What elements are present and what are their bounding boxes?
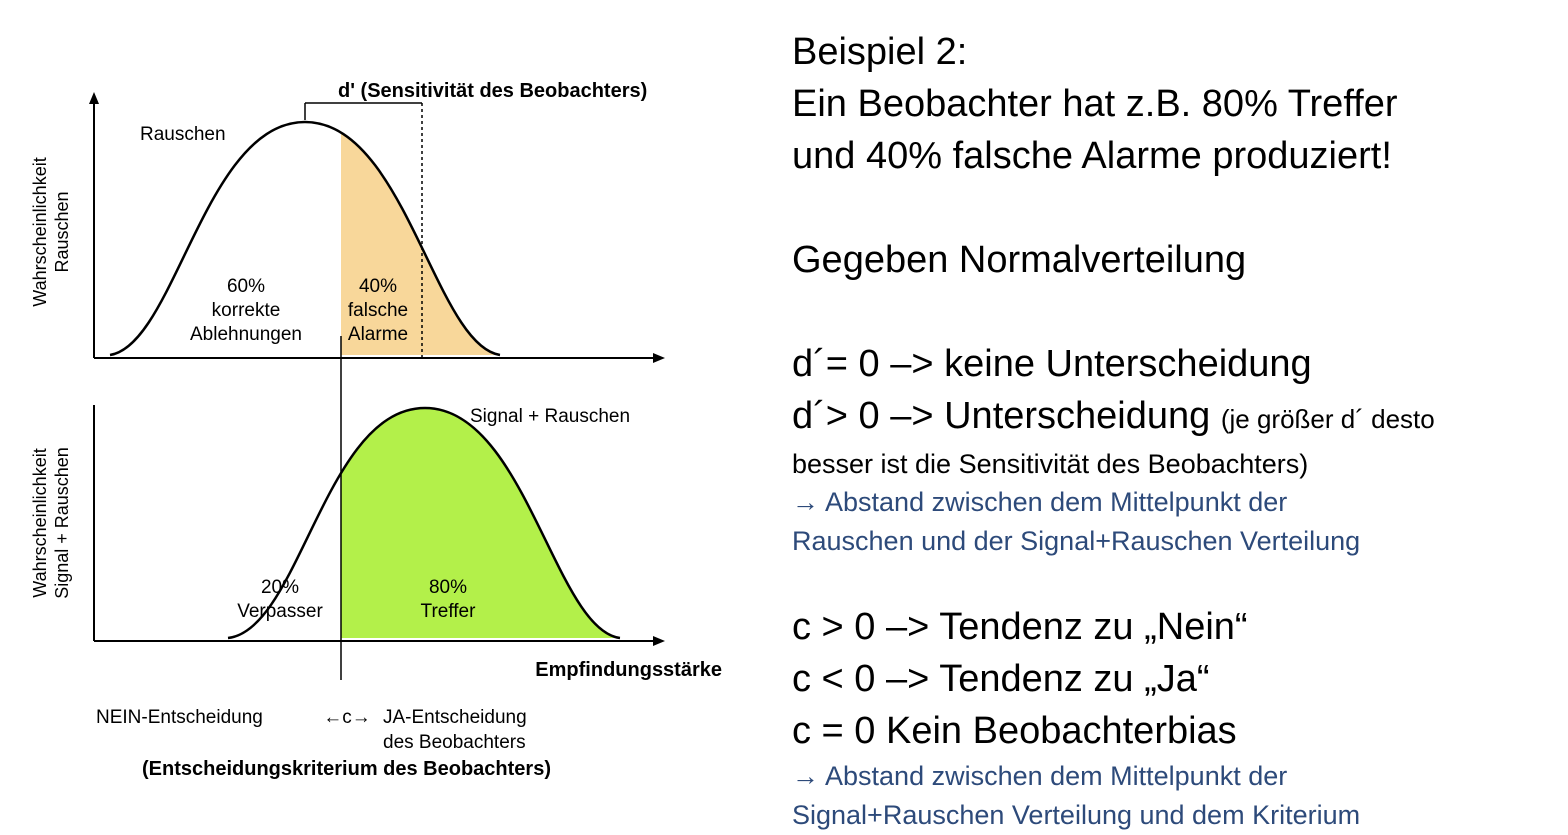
y-axis-bottom-label-2: Signal + Rauschen: [52, 447, 72, 599]
criterion-zero-rule: c = 0 Kein Beobachterbias: [792, 710, 1237, 752]
noise-panel: [30, 80, 665, 363]
y-axis-bottom-label-1: Wahrscheinlichkeit: [30, 448, 50, 598]
given-normal-distribution: Gegeben Normalverteilung: [792, 239, 1247, 281]
dprime-positive-text: d´> 0 –> Unterscheidung: [792, 395, 1211, 437]
y-axis-top-label-1: Wahrscheinlichkeit: [30, 157, 50, 307]
x-axis-bottom-arrowhead: [653, 636, 665, 646]
false-alarms-percent: 40%: [358, 276, 398, 297]
signal-detection-diagram: [0, 0, 760, 833]
criterion-arrow-label: ←c→: [323, 707, 371, 728]
correct-rejections-label-1: korrekte: [211, 300, 281, 321]
x-axis-top-arrowhead: [653, 353, 665, 363]
signal-noise-panel: [30, 336, 722, 681]
misses-label: Verpasser: [237, 601, 323, 622]
x-axis-label: Empfindungsstärke: [535, 659, 722, 681]
y-axis-top-arrowhead: [89, 92, 99, 104]
signal-noise-label: Signal + Rauschen: [470, 406, 631, 427]
noise-label: Rauschen: [140, 124, 226, 145]
criterion-positive-rule: c > 0 –> Tendenz zu „Nein“: [792, 606, 1248, 648]
y-axis-top-label-2: Rauschen: [52, 191, 72, 273]
criterion-explanation-1: → Abstand zwischen dem Mittelpunkt der: [792, 761, 1288, 791]
explanation-panel: [792, 26, 1562, 835]
yes-decision-label-1: JA-Entscheidung: [383, 707, 527, 728]
observer-false-alarms-line: und 40% falsche Alarme produziert!: [792, 135, 1392, 177]
correct-rejections-label-2: Ablehnungen: [190, 324, 302, 345]
false-alarm-area: [110, 122, 500, 355]
hits-percent: 80%: [428, 577, 468, 598]
dprime-explanation-1: → Abstand zwischen dem Mittelpunkt der: [792, 487, 1288, 517]
dprime-positive-note-continued: besser ist die Sensitivität des Beobachters): [792, 449, 1309, 479]
misses-percent: 20%: [260, 577, 300, 598]
dprime-zero-rule: d´= 0 –> keine Unterscheidung: [792, 343, 1312, 385]
dprime-positive-rule: [792, 390, 1562, 445]
criterion-negative-rule: c < 0 –> Tendenz zu „Ja“: [792, 658, 1210, 700]
false-alarms-label-1: falsche: [347, 300, 409, 321]
dprime-positive-note: (je größer d´ desto: [1220, 404, 1435, 434]
no-decision-label: NEIN-Entscheidung: [96, 707, 263, 728]
correct-rejections-percent: 60%: [226, 276, 266, 297]
criterion-caption: (Entscheidungskriterium des Beobachters): [142, 758, 551, 780]
decision-caption: [96, 707, 551, 780]
dprime-label: d' (Sensitivität des Beobachters): [338, 80, 648, 102]
dprime-explanation-2: Rauschen und der Signal+Rauschen Verteilung: [792, 526, 1361, 556]
observer-hits-line: Ein Beobachter hat z.B. 80% Treffer: [792, 83, 1398, 125]
hits-label: Treffer: [420, 601, 476, 622]
false-alarms-label-2: Alarme: [347, 324, 409, 345]
example-title: Beispiel 2:: [792, 31, 968, 73]
yes-decision-label-2: des Beobachters: [383, 732, 526, 753]
criterion-explanation-2: Signal+Rauschen Verteilung und dem Kriterium: [792, 800, 1361, 830]
